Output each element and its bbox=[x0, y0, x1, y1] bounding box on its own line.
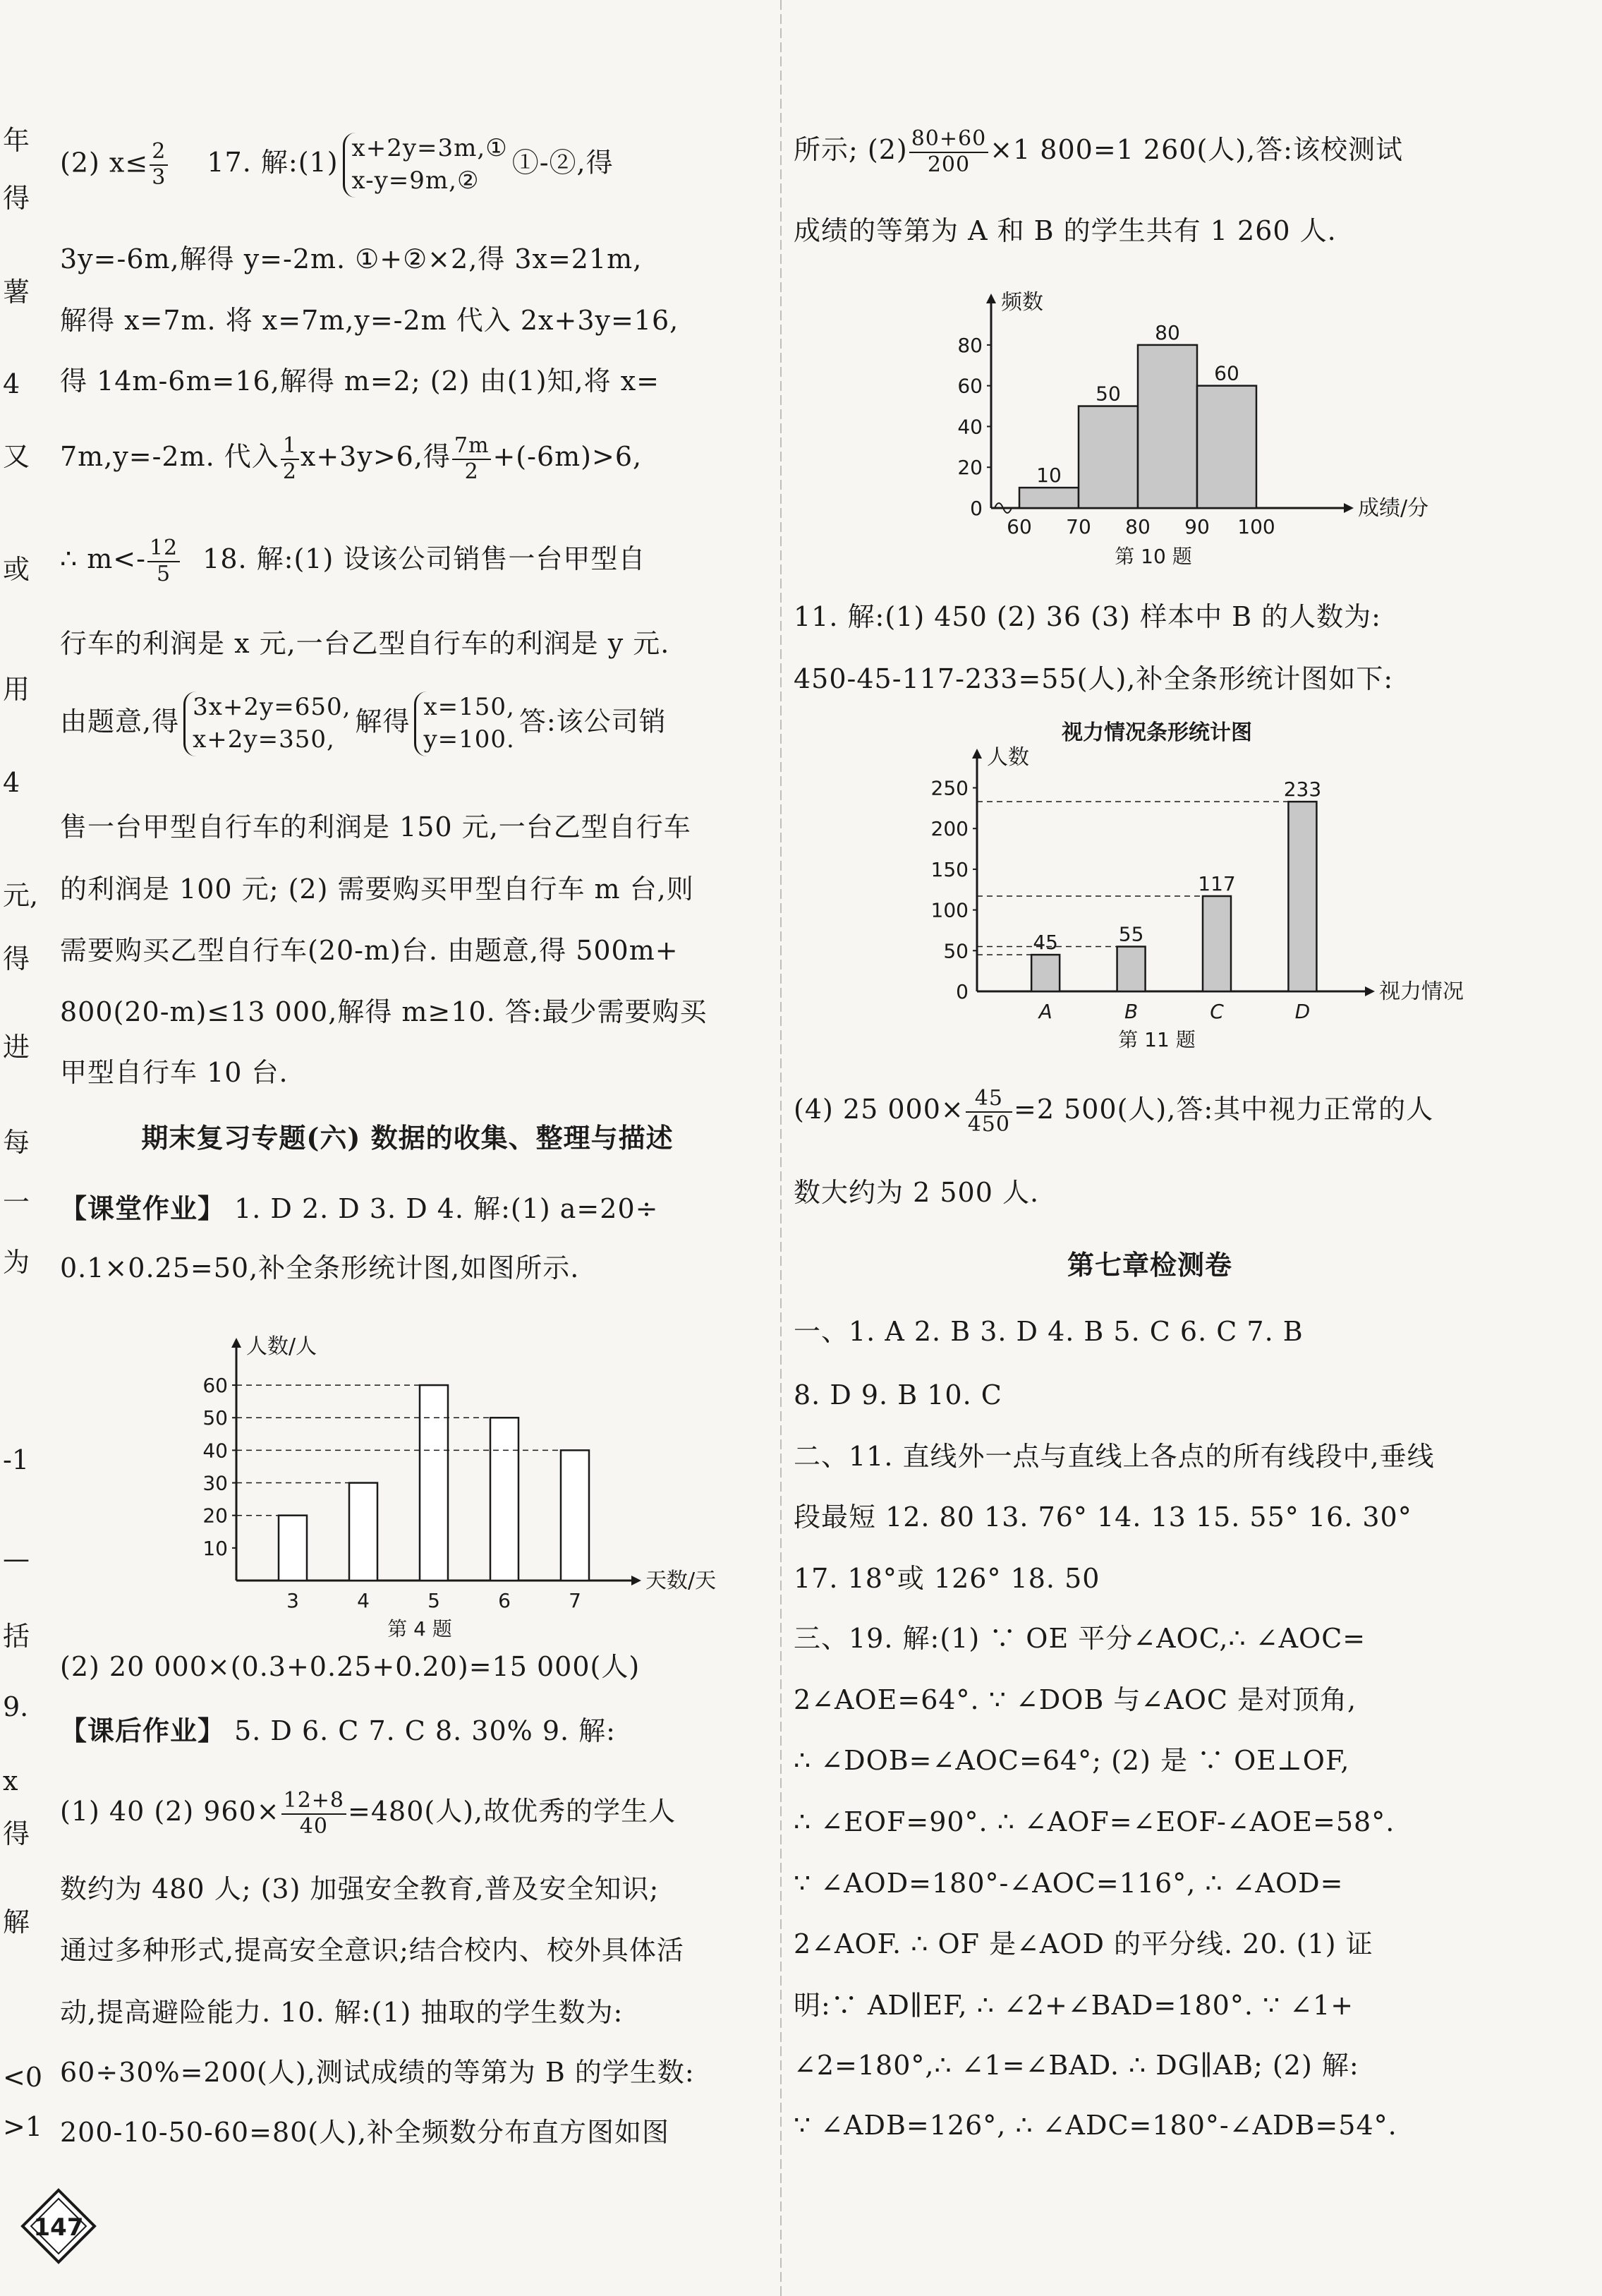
histogram-bar bbox=[1019, 488, 1079, 508]
margin-fragment: — bbox=[3, 1543, 30, 1574]
margin-fragment: 每 bbox=[3, 1127, 30, 1158]
bar bbox=[490, 1418, 518, 1581]
x-tick-label: 3 bbox=[286, 1589, 299, 1612]
answer-line: 解得 x=7m. 将 x=7m,y=-2m 代入 2x+3y=16, bbox=[60, 305, 679, 336]
data-label: 60 bbox=[1214, 361, 1239, 385]
text: ∴ m<- bbox=[60, 543, 146, 574]
margin-fragment: 9. bbox=[3, 1691, 29, 1722]
margin-fragment: 进 bbox=[3, 1032, 30, 1063]
answer-line: 11. 解:(1) 450 (2) 36 (3) 样本中 B 的人数为: bbox=[794, 601, 1381, 632]
margin-fragment: 或 bbox=[3, 554, 30, 585]
text: (4) 25 000× bbox=[794, 1094, 964, 1125]
margin-fragment: 4 bbox=[3, 368, 20, 399]
answer-line bbox=[60, 1789, 676, 1839]
y-axis-label: 人数 bbox=[987, 745, 1029, 770]
margin-fragment: 薯 bbox=[3, 277, 30, 308]
text: 解得 bbox=[355, 706, 411, 737]
margin-fragment: 元, bbox=[3, 880, 39, 911]
margin-fragment: 得 bbox=[3, 183, 30, 214]
y-tick-label: 50 bbox=[202, 1406, 228, 1430]
fraction: $\frac{45}{450}$ bbox=[966, 1087, 1012, 1137]
y-axis-arrow bbox=[986, 294, 996, 303]
equation-system: x=150, y=100. bbox=[414, 691, 514, 756]
data-label: 10 bbox=[1036, 464, 1062, 488]
answer-line: ∠2=180°,∴ ∠1=∠BAD. ∴ DG∥AB; (2) 解: bbox=[794, 2050, 1359, 2081]
bar bbox=[420, 1385, 448, 1581]
data-label: 233 bbox=[1283, 778, 1322, 802]
text: 由题意,得 bbox=[60, 706, 180, 737]
answer-line: 售一台甲型自行车的利润是 150 元,一台乙型自行车 bbox=[60, 811, 691, 842]
chart-q10 bbox=[928, 275, 1436, 586]
margin-fragment: 括 bbox=[3, 1621, 30, 1652]
answer-line: 一、1. A 2. B 3. D 4. B 5. C 6. C 7. B bbox=[794, 1316, 1304, 1347]
margin-fragment: >1 bbox=[3, 2111, 43, 2142]
chart-caption: 第 11 题 bbox=[1118, 1028, 1196, 1051]
x-axis-arrow bbox=[631, 1576, 641, 1585]
answer-line: 得 14m-6m=16,解得 m=2; (2) 由(1)知,将 x= bbox=[60, 365, 660, 397]
text: ×1 800=1 260(人),答:该校测试 bbox=[990, 134, 1403, 165]
fraction: $\frac{12+8}{40}$ bbox=[281, 1789, 346, 1839]
y-axis-label: 频数 bbox=[1001, 290, 1043, 315]
x-tick-label: 100 bbox=[1237, 515, 1275, 538]
answer-line: 200-10-50-60=80(人),补全频数分布直方图如图 bbox=[60, 2117, 670, 2148]
chart-q11 bbox=[914, 720, 1464, 1065]
answer-line: (2) 20 000×(0.3+0.25+0.20)=15 000(人) bbox=[60, 1651, 641, 1682]
answer-line: 60÷30%=200(人),测试成绩的等第为 B 的学生数: bbox=[60, 2057, 695, 2088]
fraction: $\frac{7m}{2}$ bbox=[452, 434, 492, 484]
x-tick-label: 90 bbox=[1184, 515, 1210, 538]
answer-line: 甲型自行车 10 台. bbox=[60, 1057, 289, 1088]
x-tick-label: C bbox=[1210, 1000, 1224, 1023]
data-label: 50 bbox=[1096, 382, 1121, 406]
x-axis-label: 视力情况 bbox=[1379, 979, 1464, 1004]
y-tick-label: 80 bbox=[957, 333, 983, 357]
text: +(-6m)>6, bbox=[492, 441, 643, 472]
answer-line: 段最短 12. 80 13. 76° 14. 13 15. 55° 16. 30° bbox=[794, 1502, 1412, 1533]
y-tick-label: 60 bbox=[202, 1374, 228, 1398]
margin-fragment: 解 bbox=[3, 1907, 30, 1938]
fraction: $\frac{12}{5}$ bbox=[147, 536, 180, 586]
question-18: 18. 解:(1) 设该公司销售一台甲型自 bbox=[202, 543, 646, 574]
answer-line: 450-45-117-233=55(人),补全条形统计图如下: bbox=[794, 663, 1394, 694]
y-tick-label: 150 bbox=[930, 857, 969, 881]
bar bbox=[561, 1450, 589, 1581]
x-axis-label: 成绩/分 bbox=[1358, 496, 1429, 521]
homework-label: 【课后作业】 bbox=[60, 1715, 226, 1746]
x-tick-label: 4 bbox=[357, 1589, 370, 1612]
answer-line bbox=[794, 1087, 1433, 1137]
margin-fragment: 为 bbox=[3, 1247, 30, 1278]
margin-fragment: <0 bbox=[3, 2062, 43, 2093]
section-title: 期末复习专题(六) 数据的收集、整理与描述 bbox=[141, 1122, 674, 1154]
x-axis-label: 天数/天 bbox=[645, 1569, 717, 1593]
answer-line: 800(20-m)≤13 000,解得 m≥10. 答:最少需要购买 bbox=[60, 996, 708, 1027]
chart-caption: 第 4 题 bbox=[387, 1617, 452, 1641]
data-label: 117 bbox=[1198, 872, 1236, 895]
answer-line: 明:∵ AD∥EF, ∴ ∠2+∠BAD=180°. ∵ ∠1+ bbox=[794, 1990, 1354, 2021]
chapter-title: 第七章检测卷 bbox=[1067, 1249, 1232, 1281]
y-axis-arrow bbox=[972, 749, 982, 759]
text: 1. D 2. D 3. D 4. 解:(1) a=20÷ bbox=[225, 1193, 659, 1224]
y-tick-label: 0 bbox=[956, 980, 969, 1003]
answer-line: 数大约为 2 500 人. bbox=[794, 1177, 1040, 1208]
x-tick-label: D bbox=[1294, 1000, 1311, 1023]
x-tick-label: 60 bbox=[1007, 515, 1032, 538]
answer-line: ∴ ∠EOF=90°. ∴ ∠AOF=∠EOF-∠AOE=58°. bbox=[794, 1806, 1395, 1837]
margin-fragments bbox=[0, 0, 43, 2296]
answer-line bbox=[60, 1192, 658, 1226]
answer-line bbox=[60, 691, 667, 756]
x-tick-label: 80 bbox=[1125, 515, 1151, 538]
answer-line: 0.1×0.25=50,补全条形统计图,如图所示. bbox=[60, 1252, 580, 1283]
text: 5. D 6. C 7. C 8. 30% 9. 解: bbox=[225, 1715, 616, 1746]
histogram-bar bbox=[1138, 345, 1197, 508]
answer-line: ∴ ∠DOB=∠AOC=64°; (2) 是 ∵ OE⊥OF, bbox=[794, 1745, 1350, 1776]
classwork-label: 【课堂作业】 bbox=[60, 1192, 226, 1224]
y-tick-label: 40 bbox=[957, 415, 983, 439]
answer-line: 8. D 9. B 10. C bbox=[794, 1379, 1002, 1410]
y-tick-label: 20 bbox=[202, 1504, 228, 1528]
margin-fragment: 年 bbox=[3, 125, 30, 156]
answer-line: 2∠AOF. ∴ OF 是∠AOD 的平分线. 20. (1) 证 bbox=[794, 1928, 1373, 1959]
histogram-bar bbox=[1197, 386, 1256, 508]
x-axis-arrow bbox=[1365, 986, 1375, 996]
text: 答:该公司销 bbox=[518, 706, 667, 737]
y-tick-label: 60 bbox=[957, 374, 983, 398]
text: (2) x≤ bbox=[60, 147, 149, 179]
margin-fragment: 得 bbox=[3, 943, 30, 974]
y-tick-label: 20 bbox=[957, 456, 983, 480]
answer-line: 三、19. 解:(1) ∵ OE 平分∠AOC,∴ ∠AOC= bbox=[794, 1623, 1366, 1654]
answer-line bbox=[60, 1715, 616, 1748]
margin-fragment: x bbox=[3, 1765, 18, 1796]
y-axis-arrow bbox=[231, 1338, 241, 1348]
y-tick-label: 200 bbox=[930, 817, 969, 841]
x-tick-label: 5 bbox=[427, 1589, 440, 1612]
bar bbox=[349, 1483, 377, 1581]
chart-title: 视力情况条形统计图 bbox=[1062, 720, 1252, 745]
margin-fragment: 4 bbox=[3, 767, 20, 798]
y-tick-label: 30 bbox=[202, 1471, 228, 1495]
x-tick-label: B bbox=[1124, 1000, 1139, 1023]
fraction: $\frac{80+60}{200}$ bbox=[909, 127, 988, 177]
x-axis-arrow bbox=[1344, 503, 1354, 513]
y-tick-label: 250 bbox=[930, 776, 969, 800]
answer-line: 3y=-6m,解得 y=-2m. ①+②×2,得 3x=21m, bbox=[60, 243, 643, 274]
y-tick-label: 50 bbox=[943, 939, 969, 963]
bar bbox=[1203, 896, 1231, 991]
data-label: 55 bbox=[1118, 922, 1144, 946]
answer-line: 17. 18°或 126° 18. 50 bbox=[794, 1563, 1100, 1594]
answer-line: ∵ ∠ADB=126°, ∴ ∠ADC=180°-∠ADB=54°. bbox=[794, 2110, 1397, 2141]
y-tick-label: 10 bbox=[202, 1536, 228, 1560]
answer-line: 通过多种形式,提高安全意识;结合校内、校外具体活 bbox=[60, 1935, 684, 1966]
margin-fragment: 用 bbox=[3, 674, 30, 705]
data-label: 80 bbox=[1155, 320, 1180, 344]
text: ①-②,得 bbox=[511, 147, 614, 179]
margin-fragment: -1 bbox=[3, 1444, 30, 1475]
text: x+3y>6,得 bbox=[300, 441, 451, 472]
margin-fragment: 又 bbox=[3, 441, 30, 472]
question-17: 17. 解:(1) bbox=[207, 147, 339, 179]
equation-system: 3x+2y=650, x+2y=350, bbox=[183, 691, 351, 756]
answer-line: 的利润是 100 元; (2) 需要购买甲型自行车 m 台,则 bbox=[60, 874, 694, 905]
answer-line bbox=[794, 127, 1403, 177]
y-tick-label: 0 bbox=[970, 497, 983, 520]
answer-line bbox=[60, 434, 642, 484]
bar bbox=[1031, 955, 1060, 991]
answer-line: 需要购买乙型自行车(20-m)台. 由题意,得 500m+ bbox=[60, 935, 679, 966]
y-tick-label: 40 bbox=[202, 1439, 228, 1463]
bar bbox=[1288, 802, 1316, 991]
answer-line: 二、11. 直线外一点与直线上各点的所有线段中,垂线 bbox=[794, 1441, 1435, 1472]
x-tick-label: 7 bbox=[569, 1589, 581, 1612]
y-tick-label: 100 bbox=[930, 898, 969, 922]
x-tick-label: 6 bbox=[498, 1589, 511, 1612]
answer-line: 成绩的等第为 A 和 B 的学生共有 1 260 人. bbox=[794, 215, 1337, 246]
histogram-bar bbox=[1079, 406, 1138, 508]
answer-line: 数约为 480 人; (3) 加强安全教育,普及安全知识; bbox=[60, 1873, 660, 1904]
x-tick-label: A bbox=[1038, 1000, 1052, 1023]
equation-system: x+2y=3m,① x-y=9m,② bbox=[343, 133, 508, 198]
fraction: $\frac{1}{2}$ bbox=[281, 434, 299, 484]
text: 所示; (2) bbox=[794, 134, 908, 165]
column-divider bbox=[780, 0, 782, 2296]
text: =480(人),故优秀的学生人 bbox=[348, 1796, 676, 1827]
answer-line: 2∠AOE=64°. ∵ ∠DOB 与∠AOC 是对顶角, bbox=[794, 1684, 1357, 1715]
answer-line: ∵ ∠AOD=180°-∠AOC=116°, ∴ ∠AOD= bbox=[794, 1868, 1344, 1899]
answer-line: 动,提高避险能力. 10. 解:(1) 抽取的学生数为: bbox=[60, 1997, 624, 2028]
answer-line bbox=[60, 536, 645, 586]
chart-caption: 第 10 题 bbox=[1115, 545, 1192, 568]
bar bbox=[1117, 947, 1146, 991]
chart-q4 bbox=[194, 1312, 717, 1641]
page-number: 147 bbox=[33, 2213, 84, 2242]
data-label: 45 bbox=[1033, 931, 1058, 955]
text: (1) 40 (2) 960× bbox=[60, 1796, 280, 1827]
fraction: $\frac{2}{3}$ bbox=[150, 140, 168, 190]
text: 7m,y=-2m. 代入 bbox=[60, 441, 279, 472]
page-number-badge bbox=[20, 2187, 97, 2265]
answer-line bbox=[60, 133, 614, 198]
answer-line: 行车的利润是 x 元,一台乙型自行车的利润是 y 元. bbox=[60, 628, 670, 659]
margin-fragment: 一 bbox=[3, 1187, 30, 1218]
x-tick-label: 70 bbox=[1066, 515, 1091, 538]
margin-fragment: 得 bbox=[3, 1818, 30, 1849]
text: =2 500(人),答:其中视力正常的人 bbox=[1013, 1094, 1434, 1125]
bar bbox=[279, 1516, 307, 1581]
y-axis-label: 人数/人 bbox=[246, 1334, 317, 1359]
